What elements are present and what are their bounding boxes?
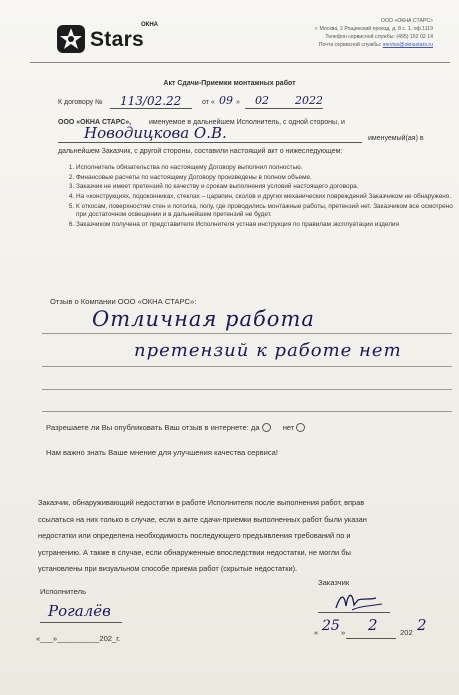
contract-date-close: »: [236, 99, 240, 106]
legal-line: недостатки или определена необходимость последующего предъявления требований по и: [38, 531, 351, 541]
act-items-list: [62, 164, 456, 230]
intro-line2: именуемый(ая) в: [368, 135, 424, 142]
customer-month: 2: [368, 616, 378, 634]
legal-paragraph: [38, 495, 458, 578]
publish-question: Разрешаете ли Вы опубликовать Ваш отзыв в интернете: да нет: [46, 423, 307, 432]
company-details: [315, 17, 433, 49]
legal-line: Заказчик, обнаруживающий недостатки в работе Исполнителя после выполнения работ, вправ: [38, 498, 365, 507]
review-line-1: [42, 333, 452, 334]
company-email-link[interactable]: service@oknastars.ru: [382, 42, 433, 48]
customer-name: Новодицкова О.В.: [84, 124, 227, 142]
contract-number: 113/02.22: [120, 94, 182, 108]
document-title: Акт Сдачи-Приемки монтажных работ: [163, 80, 296, 87]
contract-year: 2022: [295, 94, 323, 107]
review-line-2: [42, 366, 452, 367]
customer-day: 25: [322, 618, 340, 634]
header-divider: [30, 62, 450, 63]
act-item: 3. Заказчик не имеет претензий по качеству и срокам выполнения условий настоящего договора.: [76, 183, 456, 191]
review-line-4: [42, 411, 452, 412]
logo-brand-small: ОКНА: [141, 22, 158, 28]
intro-line3: дальнейшем Заказчик, с другой стороны, составили настоящий акт о нижеследующем:: [58, 148, 343, 155]
customer-year-suffix: 2: [417, 616, 427, 634]
legal-line: устранению. А также в случае, если обнаруженные впоследствии недостатки, не могли бы: [38, 547, 351, 557]
customer-month-line: [346, 638, 396, 639]
intro-company: ООО «ОКНА СТАРС»,: [58, 119, 132, 126]
executor-label: Исполнитель: [40, 587, 87, 596]
act-item: 5. К откосам, поверхностям стен и потолка, полу, где проводились монтажные работы, претензий нет. Заказчиком все осмотрено при достаточном освещении и в дальнейшем претензий не будет.: [76, 203, 456, 219]
contract-month: 02: [255, 94, 269, 107]
logo-star-icon: [56, 24, 86, 54]
customer-signature-mark: [330, 586, 390, 614]
customer-date-close: »: [341, 628, 346, 637]
executor-signature-line: [40, 622, 122, 623]
company-phone: Телефон сервисной службы: (495) 162 02 14: [325, 34, 433, 40]
executor-signature: Рогалёв: [48, 602, 111, 620]
publish-no-radio[interactable]: [296, 423, 305, 432]
act-item: 1. Исполнитель обязательства по настоящему Договору выполнил полностью.: [76, 164, 456, 172]
legal-line: установлены при визуальном способе приема работ (скрытые недостатки).: [38, 564, 298, 574]
act-item: 6. Заказчиком получена от представителя Исполнителя устная инструкция по правилам эксплуатации изделия: [76, 221, 456, 229]
act-item: 4. На «конструкциях, подоконниках, стеклах – царапин, сколов и других механических повреждений Заказчиком не обнаружено.: [76, 193, 456, 201]
customer-date-open: «: [314, 628, 319, 637]
act-item: 2. Финансовые расчеты по настоящему Договору произведены в полном объеме.: [76, 174, 456, 182]
contract-day: 09: [219, 94, 233, 107]
feedback-note: Нам важно знать Ваше мнение для улучшения качества сервиса!: [46, 448, 279, 457]
contract-date-line: [245, 108, 323, 109]
contract-from: от «: [202, 99, 215, 106]
company-email-row: Почта сервисной службы: service@oknastars.ru: [318, 42, 433, 48]
legal-line: ссылаться на них только в случае, если в акте сдачи-приемки выполненных работ были указан: [38, 514, 367, 524]
intro-line1: именуемое в дальнейшем Исполнитель, с одной стороны, и: [149, 119, 345, 126]
customer-name-line: [58, 142, 362, 143]
review-text-2: претензий к работе нет: [134, 340, 402, 361]
review-line-3: [42, 389, 452, 390]
contract-prefix: К договору №: [58, 99, 103, 106]
customer-label: Заказчик: [318, 578, 350, 587]
logo-brand: Stars: [90, 28, 145, 51]
publish-yes-radio[interactable]: [262, 423, 271, 432]
company-address: г. Москва, 2 Рощинский проезд, д. 8 с. 1, оф.1119: [315, 26, 433, 32]
contract-number-line: [110, 108, 192, 109]
customer-year-prefix: 202: [400, 628, 413, 637]
review-text-1: Отличная работа: [92, 307, 315, 331]
company-name: ООО «ОКНА СТАРС»: [380, 18, 433, 24]
executor-date: «___»__________202_г.: [36, 634, 121, 643]
review-label: Отзыв о Компании ООО «ОКНА СТАРС»:: [50, 297, 197, 306]
